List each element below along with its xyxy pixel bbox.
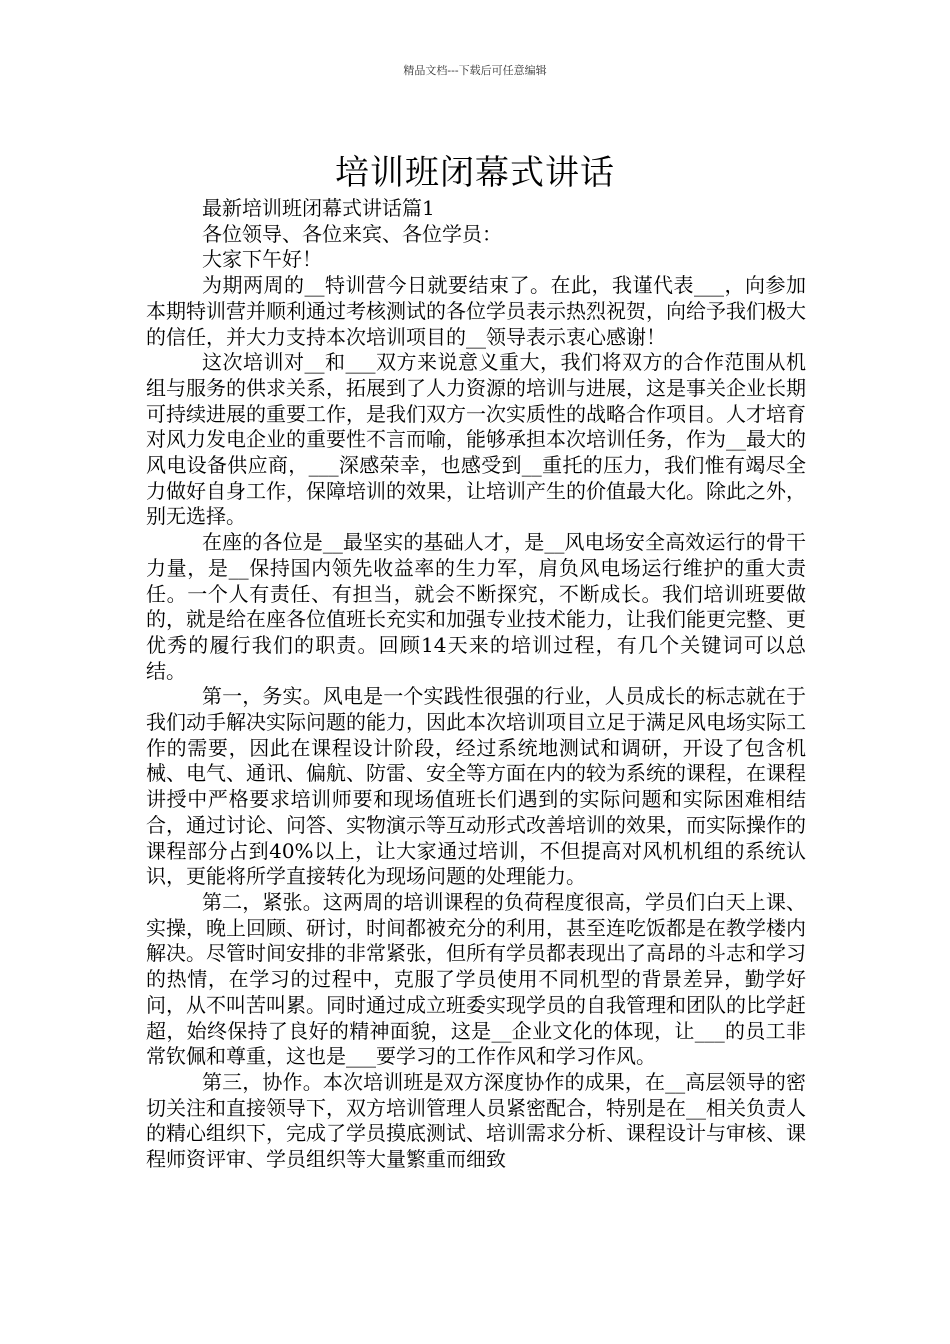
document-body bbox=[146, 196, 806, 1173]
paragraph: 这次培训对__和___双方来说意义重大，我们将双方的合作范围从机组与服务的供求关系，拓展到了人力资源的培训与进展，这是事关企业长期可持续进展的重要工作，是我们双方一次实质性的战略合作项目。人才培育对风力发电企业的重要性不言而喻，能够承担本次培训任务，作为__最大的风电设备供应商，___深感荣幸，也感受到__重托的压力，我们惟有竭尽全力做好自身工作，保障培训的效果，让培训产生的价值最大化。除此之外，别无选择。 bbox=[146, 350, 806, 529]
paragraph: 在座的各位是__最坚实的基础人才，是__风电场安全高效运行的骨干力量，是__保持国内领先收益率的生力军，肩负风电场运行维护的重大责任。一个人有责任、有担当，就会不断探究，不断成长。我们培训班要做的，就是给在座各位值班长充实和加强专业技术能力，让我们能更完整、更优秀的履行我们的职责。回顾14天来的培训过程，有几个关键词可以总结。 bbox=[146, 530, 806, 683]
salutation: 各位领导、各位来宾、各位学员： bbox=[202, 221, 502, 246]
paragraph: 第一，务实。风电是一个实践性很强的行业，人员成长的标志就在于我们动手解决实际问题的能力，因此本次培训项目立足于满足风电场实际工作的需要，因此在课程设计阶段，经过系统地测试和调研，开设了包含机械、电气、通讯、偏航、防雷、安全等方面在内的较为系统的课程，在课程讲授中严格要求培训师要和现场值班长们遇到的实际问题和实际困难相结合，通过讨论、问答、实物演示等互动形式改善培训的效果，而实际操作的课程部分占到40%以上，让大家通过培训，不但提高对风机机组的系统认识，更能将所学直接转化为现场问题的处理能力。 bbox=[146, 684, 806, 889]
page-title: 培训班闭幕式讲话 bbox=[335, 152, 615, 193]
paragraph: 第三，协作。本次培训班是双方深度协作的成果，在__高层领导的密切关注和直接领导下，双方培训管理人员紧密配合，特别是在__相关负责人的精心组织下，完成了学员摸底测试、培训需求分析、课程设计与审核、课程师资评审、学员组织等大量繁重而细致 bbox=[146, 1069, 806, 1172]
paragraph: 为期两周的__特训营今日就要结束了。在此，我谨代表___，向参加本期特训营并顺利通过考核测试的各位学员表示热烈祝贺，向给予我们极大的信任，并大力支持本次培训项目的__领导表示衷心感谢！ bbox=[146, 273, 806, 349]
greeting: 大家下午好！ bbox=[202, 247, 322, 272]
paragraph: 第二，紧张。这两周的培训课程的负荷程度很高，学员们白天上课、实操，晚上回顾、研讨，时间都被充分的利用，甚至连吃饭都是在教学楼内解决。尽管时间安排的非常紧张，但所有学员都表现出了高昂的斗志和学习的热情，在学习的过程中，克服了学员使用不同机型的背景差异，勤学好问，从不叫苦叫累。同时通过成立班委实现学员的自我管理和团队的比学赶超，始终保持了良好的精神面貌，这是__企业文化的体现，让___的员工非常钦佩和尊重，这也是___要学习的工作作风和学习作风。 bbox=[146, 889, 806, 1069]
section-heading: 最新培训班闭幕式讲话篇1 bbox=[202, 196, 435, 220]
header-note: 精品文档---下载后可任意编辑 bbox=[403, 64, 547, 77]
